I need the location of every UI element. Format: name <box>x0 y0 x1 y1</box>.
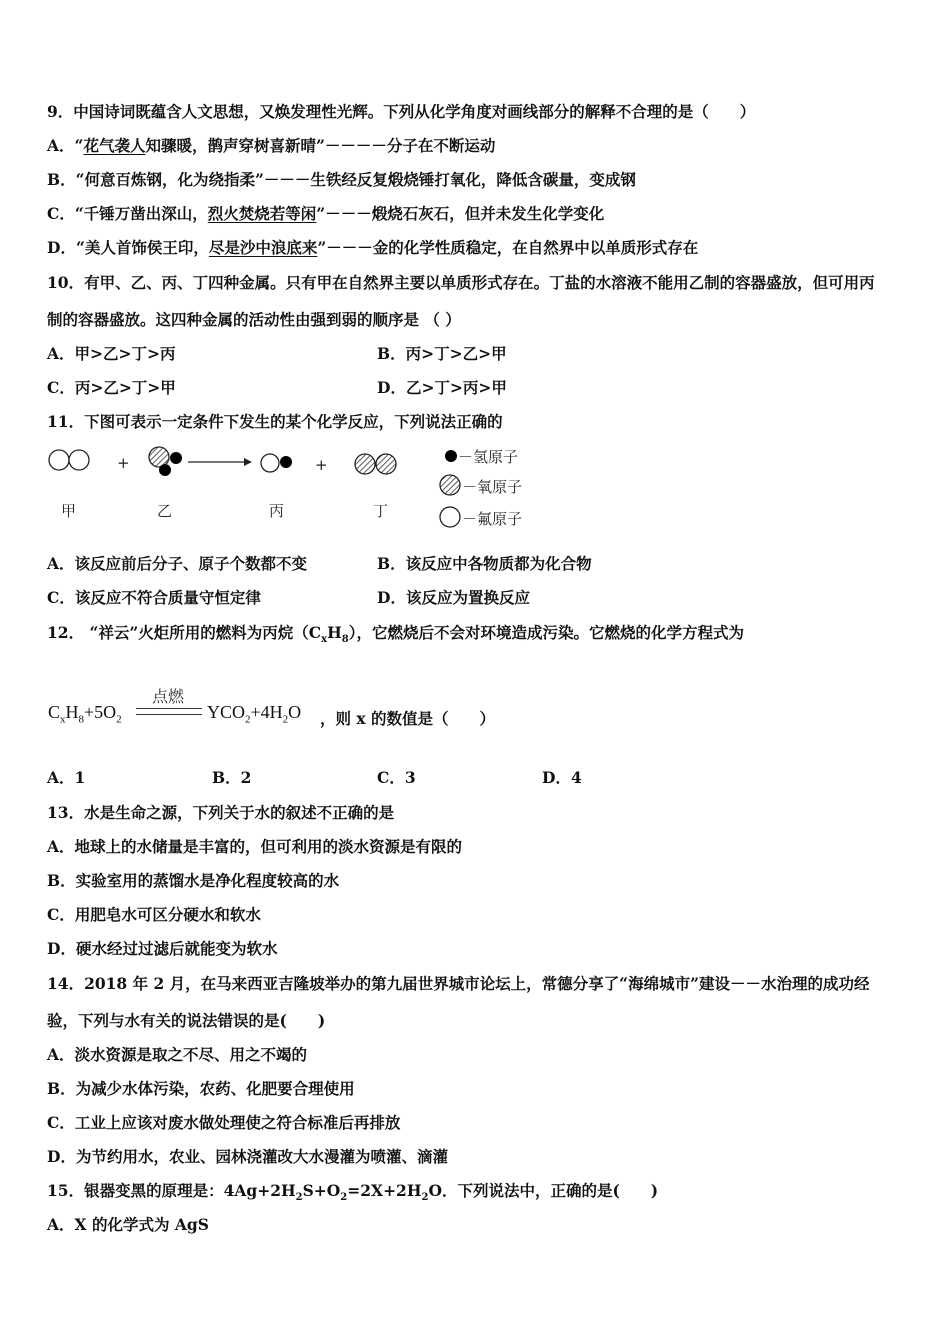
q14-option-c: C．工业上应该对废水做处理使之符合标准后再排放 <box>47 1113 401 1132</box>
q11-option-b: B．该反应中各物质都为化合物 <box>377 554 592 573</box>
legend-hydrogen-label: －氢原子 <box>458 448 519 466</box>
plus-sign-2: + <box>315 456 328 474</box>
equation-equals-sign <box>136 708 202 715</box>
q10-option-b: B．丙>丁>乙>甲 <box>377 344 507 363</box>
reaction-arrow-icon <box>188 458 252 466</box>
q12-stem-post: ），它燃烧后不会对环境造成污染。它燃烧的化学方程式为 <box>348 623 744 642</box>
q15-stem-mid2: =2X+2H <box>347 1181 422 1200</box>
q15-stem-post: O．下列说法中，正确的是( ) <box>428 1181 659 1200</box>
molecule-bing-icon <box>261 454 292 472</box>
q9-d-prefix: D．“美人首饰侯王印， <box>47 238 209 257</box>
equation-reactants <box>48 702 122 726</box>
q9-stem: 9．中国诗词既蕴含人文思想，又焕发理性光辉。下列从化学角度对画线部分的解释不合理的是（ ） <box>47 102 756 121</box>
q11-option-a: A．该反应前后分子、原子个数都不变 <box>47 554 308 573</box>
legend-hydrogen-icon <box>445 450 457 462</box>
eq-c: C <box>48 702 61 722</box>
q11-option-c: C．该反应不符合质量守恒定律 <box>47 588 261 607</box>
eq-sub-2c: 2 <box>282 713 289 726</box>
legend-oxygen-label: －氧原子 <box>462 478 523 496</box>
q9-option-c <box>47 204 604 224</box>
eq-o: O <box>288 702 302 722</box>
q12-option-b: B．2 <box>212 768 252 787</box>
q9-a-prefix: A．“ <box>47 136 84 155</box>
legend-fluorine-icon <box>440 507 460 527</box>
q12-stem <box>47 623 744 650</box>
equation-condition: 点燃 <box>152 687 185 706</box>
q10-option-a: A．甲>乙>丁>丙 <box>47 344 176 363</box>
eq-plus-o: +5O <box>84 702 117 722</box>
label-ding: 丁 <box>373 502 389 520</box>
legend-oxygen-icon <box>440 475 460 495</box>
q15-sub-2c: 2 <box>421 1192 429 1204</box>
q9-d-suffix: ”－－－金的化学性质稳定，在自然界中以单质形式存在 <box>317 238 699 257</box>
legend-fluorine-label: －氟原子 <box>462 510 523 528</box>
q15-sub-2b: 2 <box>340 1192 348 1204</box>
q12-stem-pre: 12． “祥云”火炬所用的燃料为丙烷（C <box>47 623 322 642</box>
q15-option-a: A．X 的化学式为 AgS <box>47 1215 209 1234</box>
q12-stem-sub-x: x <box>321 634 328 646</box>
q12-option-c: C．3 <box>377 768 416 787</box>
eq-sub-x: x <box>60 713 66 726</box>
q12-stem-sub-8: 8 <box>341 634 349 646</box>
q9-d-underlined: 尽是沙中浪底来 <box>208 238 318 257</box>
q10-stem-line1: 10．有甲、乙、丙、丁四种金属。只有甲在自然界主要以单质形式存在。丁盐的水溶液不能用乙制的容器盛放，但可用丙 <box>47 273 875 292</box>
q9-c-suffix: ”－－－煅烧石灰石，但并未发生化学变化 <box>316 204 605 223</box>
reaction-diagram <box>40 440 560 535</box>
eq-sub-2a: 2 <box>116 713 122 726</box>
molecule-ding-icon <box>355 454 396 474</box>
q13-option-a: A．地球上的水储量是丰富的，但可利用的淡水资源是有限的 <box>47 837 463 856</box>
q10-stem-line2: 制的容器盛放。这四种金属的活动性由强到弱的顺序是 （ ） <box>47 310 461 329</box>
eq-yco: YCO <box>207 702 246 722</box>
q11-option-d: D．该反应为置换反应 <box>377 588 530 607</box>
equation-products <box>207 702 301 726</box>
label-jia: 甲 <box>61 502 77 520</box>
q14-option-b: B．为减少水体污染，农药、化肥要合理使用 <box>47 1079 355 1098</box>
eq-plus-h: +4H <box>250 702 283 722</box>
q14-option-d: D．为节约用水，农业、园林浇灌改大水漫灌为喷灌、滴灌 <box>47 1147 448 1166</box>
molecule-yi-icon <box>149 447 182 476</box>
q15-stem <box>47 1181 658 1208</box>
q13-stem: 13．水是生命之源，下列关于水的叙述不正确的是 <box>47 803 395 822</box>
label-bing: 丙 <box>269 502 285 520</box>
q12-stem-h: H <box>327 623 342 642</box>
plus-sign-1: + <box>117 454 130 472</box>
combustion-equation <box>48 686 328 736</box>
q11-stem: 11．下图可表示一定条件下发生的某个化学反应，下列说法正确的 <box>47 412 503 431</box>
q9-option-b: B．“何意百炼钢，化为绕指柔”－－－生铁经反复煅烧锤打氧化，降低含碳量，变成钢 <box>47 170 636 189</box>
molecule-jia-icon <box>49 450 89 470</box>
q10-option-c: C．丙>乙>丁>甲 <box>47 378 176 397</box>
q15-stem-mid: S+O <box>302 1181 341 1200</box>
q12-option-a: A．1 <box>47 768 86 787</box>
q14-stem-line1: 14．2018 年 2 月，在马来西亚吉隆坡举办的第九届世界城市论坛上，常德分享了“海绵城市”建设－－水治理的成功经 <box>47 974 870 993</box>
q14-option-a: A．淡水资源是取之不尽、用之不竭的 <box>47 1045 308 1064</box>
q13-option-c: C．用肥皂水可区分硬水和软水 <box>47 905 261 924</box>
eq-h: H <box>65 702 79 722</box>
q9-a-suffix: 知骤暖，鹊声穿树喜新晴”－－－－分子在不断运动 <box>145 136 496 155</box>
q10-option-d: D．乙>丁>丙>甲 <box>377 378 507 397</box>
eq-sub-2b: 2 <box>245 713 251 726</box>
q12-option-d: D．4 <box>542 768 582 787</box>
q9-option-a <box>47 136 495 156</box>
q15-stem-pre: 15．银器变黑的原理是：4Ag+2H <box>47 1181 296 1200</box>
q9-c-prefix: C．“千锤万凿出深山， <box>47 204 208 223</box>
q9-c-underlined: 烈火焚烧若等闲 <box>207 204 317 223</box>
label-yi: 乙 <box>157 502 173 520</box>
q9-option-d <box>47 238 698 258</box>
eq-sub-8: 8 <box>78 713 85 726</box>
q15-sub-2a: 2 <box>295 1192 303 1204</box>
q14-stem-line2: 验，下列与水有关的说法错误的是( ) <box>47 1011 326 1030</box>
q9-a-underlined: 花气袭人 <box>83 136 146 155</box>
q13-option-d: D．硬水经过过滤后就能变为软水 <box>47 939 278 958</box>
q13-option-b: B．实验室用的蒸馏水是净化程度较高的水 <box>47 871 340 890</box>
q12-tail: ，则 x 的数值是（ ） <box>320 709 496 728</box>
